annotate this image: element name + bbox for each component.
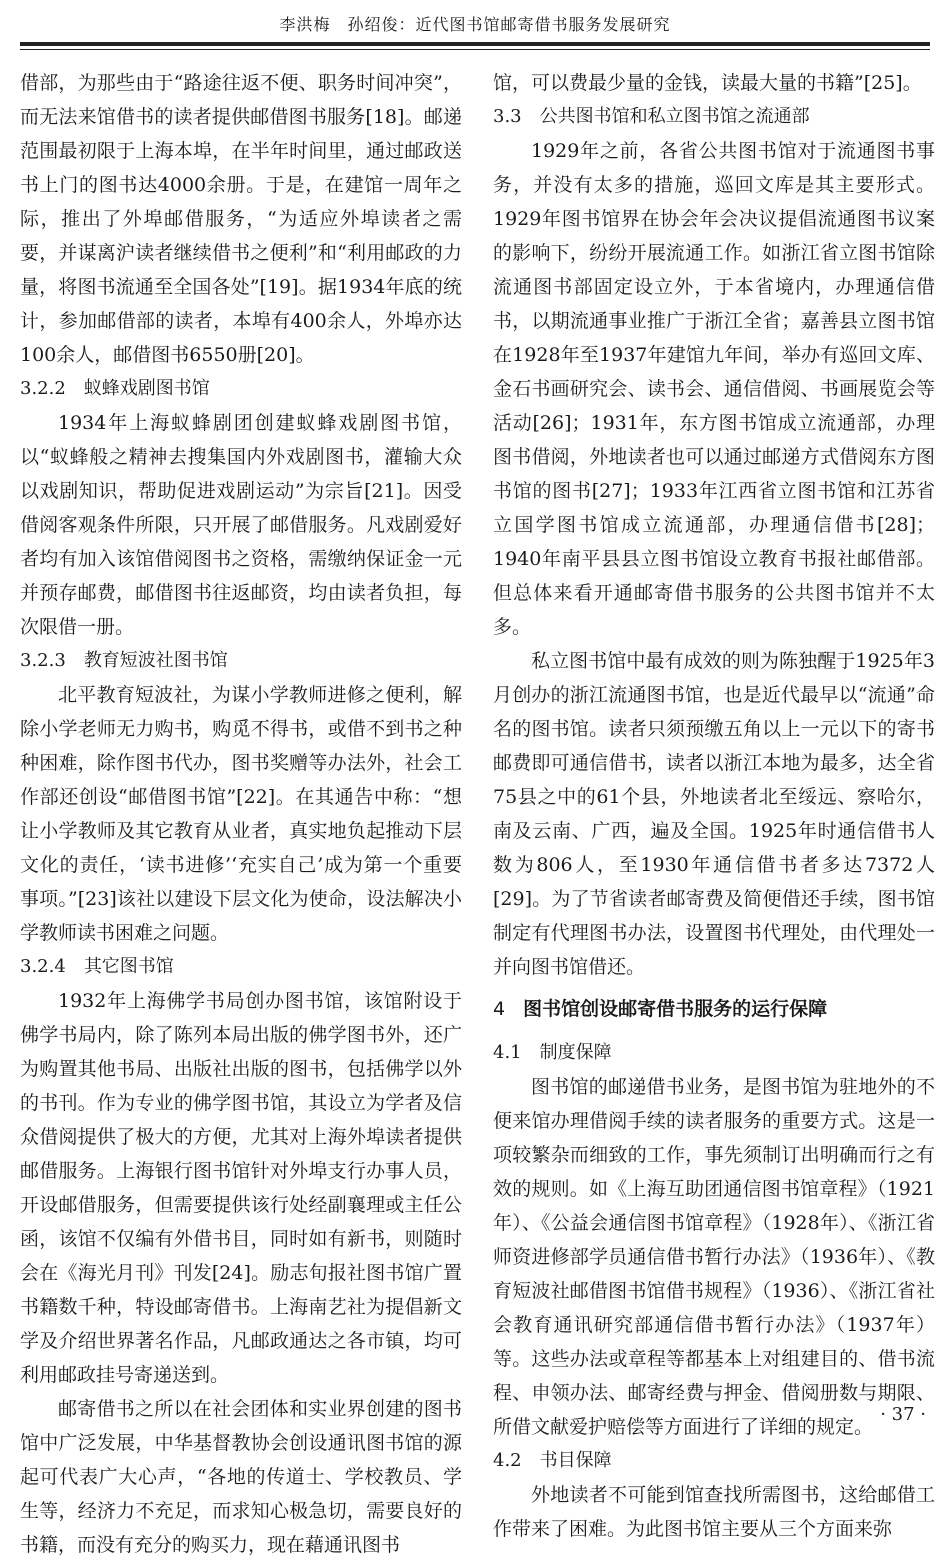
paragraph: 1932年上海佛学书局创办图书馆，该馆附设于佛学书局内，除了陈列本局出版的佛学图书外，还广为购置其他书局、出版社出版的图书，包括佛学以外的书刊。作为专业的佛学图书馆，其设立为学者及信众借阅提供了极大的方便，尤其对上海外埠读者提供邮借服务。上海银行图书馆针对外埠支行办事人员，开设邮借服务，但需要提供该行处经副襄理或主任公函，该馆不仅编有外借书目，同时如有新书，则随时会在《海光月刊》刊发[24]。励志旬报社图书馆广置书籍数千种，特设邮寄借书。上海南艺社为提倡新文学及介绍世界著名作品，凡邮政通达之各市镇，均可利用邮政挂号寄递送到。 [20,990,462,1386]
heading-text: 图书馆创设邮寄借书服务的运行保障 [523,998,828,1020]
header-rule-thick [20,42,930,46]
paragraph: 图书馆的邮递借书业务，是图书馆为驻地外的不便来馆办理借阅手续的读者服务的重要方式。这是一项较繁杂而细致的工作，事先须制订出明确而行之有效的规则。如《上海互助团通信图书馆章程》（1921年）、《公益会通信图书馆章程》（1928年）、《浙江省师资进修部学员通信借书暂行办法》（1936年）、《教育短波社邮借图书馆借书规程》（1936）、《浙江省社会教育通讯研究部通信借书暂行办法》（1937年）等。这些办法或章程等都基本上对组建目的、借书流程、申领办法、邮寄经费与押金、借阅册数与期限、所借文献爱护赔偿等方面进行了详细的规定。 [493,1076,935,1438]
subsection-heading [493,1036,935,1070]
paragraph: 邮寄借书之所以在社会团体和实业界创建的图书馆中广泛发展，中华基督教协会创设通讯图书馆的源起可代表广大心声，“各地的传道士、学校教员、学生等，经济力不充足，而求知心极急切，需要良好的书籍，而没有充分的购买力，现在藉通讯图书 [20,1398,462,1556]
heading-number: 4.1 [493,1042,522,1063]
paragraph: 北平教育短波社，为谋小学教师进修之便利，解除小学老师无力购书，购觅不得书，或借不到书之种种困难，除作图书代办，图书奖赠等办法外，社会工作部还创设“邮借图书馆”[22]。在其通告中称：“想让小学教师及其它教育从业者，真实地负起推动下层文化的责任，‘读书进修’‘充实自己’成为第一个重要事项。”[23]该社以建设下层文化为使命，设法解决小学教师读书困难之问题。 [20,684,462,944]
heading-text: 公共图书馆和私立图书馆之流通部 [539,106,810,127]
left-column [20,66,462,1562]
heading-number: 3.2.3 [20,650,66,671]
heading-text: 书目保障 [539,1450,612,1471]
paragraph: 借部，为那些由于“路途往返不便、职务时间冲突”，而无法来馆借书的读者提供邮借图书服务[18]。邮递范围最初限于上海本埠，在半年时间里，通过邮政送书上门的图书达4000余册。于是，在建馆一周年之际，推出了外埠邮借服务，“为适应外埠读者之需要，并谋离沪读者继续借书之便利”和“利用邮政的力量，将图书流通至全国各处”[19]。据1934年底的统计，参加邮借部的读者，本埠有400余人，外埠亦达100余人，邮借图书6550册[20]。 [20,72,462,366]
subsection-heading [493,1444,935,1478]
paragraph: 外地读者不可能到馆查找所需图书，这给邮借工作带来了困难。为此图书馆主要从三个方面来弥 [493,1484,935,1540]
heading-number: 3.2.2 [20,378,66,399]
heading-text: 制度保障 [539,1042,612,1063]
running-header [0,0,950,56]
header-rule-thin [20,49,930,50]
section-heading [493,992,935,1026]
paragraph: 私立图书馆中最有成效的则为陈独醒于1925年3月创办的浙江流通图书馆，也是近代最早以“流通”命名的图书馆。读者只须预缴五角以上一元以下的寄书邮费即可通信借书，读者以浙江本地为最多，达全省75县之中的61个县，外地读者北至绥远、察哈尔，南及云南、广西，遍及全国。1925年时通信借书人数为806人，至1930年通信借书者多达7372人[29]。为了节省读者邮寄费及简便借还手续，图书馆制定有代理图书办法，设置图书代理处，由代理处一并向图书馆借还。 [493,650,935,978]
subsection-heading [493,100,935,134]
heading-text: 其它图书馆 [83,956,174,977]
subsection-heading [20,950,462,984]
heading-text: 蚁蜂戏剧图书馆 [83,378,210,399]
subsection-heading [20,644,462,678]
right-column [493,66,935,1546]
paragraph: 馆，可以费最少量的金钱，读最大量的书籍”[25]。 [493,72,922,94]
heading-number: 4.2 [493,1450,522,1471]
paragraph: 1934年上海蚁蜂剧团创建蚁蜂戏剧图书馆，以“蚁蜂般之精神去搜集国内外戏剧图书，灌输大众以戏剧知识，帮助促进戏剧运动”为宗旨[21]。因受借阅客观条件所限，只开展了邮借服务。凡戏剧爱好者均有加入该馆借阅图书之资格，需缴纳保证金一元并预存邮费，邮借图书往返邮资，均由读者负担，每次限借一册。 [20,412,462,638]
subsection-heading [20,372,462,406]
paragraph: 1929年之前，各省公共图书馆对于流通图书事务，并没有太多的措施，巡回文库是其主要形式。1929年图书馆界在协会年会决议提倡流通图书议案的影响下，纷纷开展流通工作。如浙江省立图书馆除流通图书部固定设立外，于本省境内，办理通信借书，以期流通事业推广于浙江全省；嘉善县立图书馆在1928年至1937年建馆九年间，举办有巡回文库、金石书画研究会、读书会、通信借阅、书画展览会等活动[26]；1931年，东方图书馆成立流通部，办理图书借阅，外地读者也可以通过邮递方式借阅东方图书馆的图书[27]；1933年江西省立图书馆和江苏省立国学图书馆成立流通部，办理通信借书[28]；1940年南平县县立图书馆设立教育书报社邮借部。但总体来看开通邮寄借书服务的公共图书馆并不太多。 [493,140,935,638]
heading-number: 3.3 [493,106,522,127]
heading-text: 教育短波社图书馆 [83,650,228,671]
heading-number: 4 [493,998,506,1020]
heading-number: 3.2.4 [20,956,66,977]
running-header-title: 李洪梅 孙绍俊：近代图书馆邮寄借书服务发展研究 [279,15,671,34]
page-number: · 37 · [880,1404,926,1425]
